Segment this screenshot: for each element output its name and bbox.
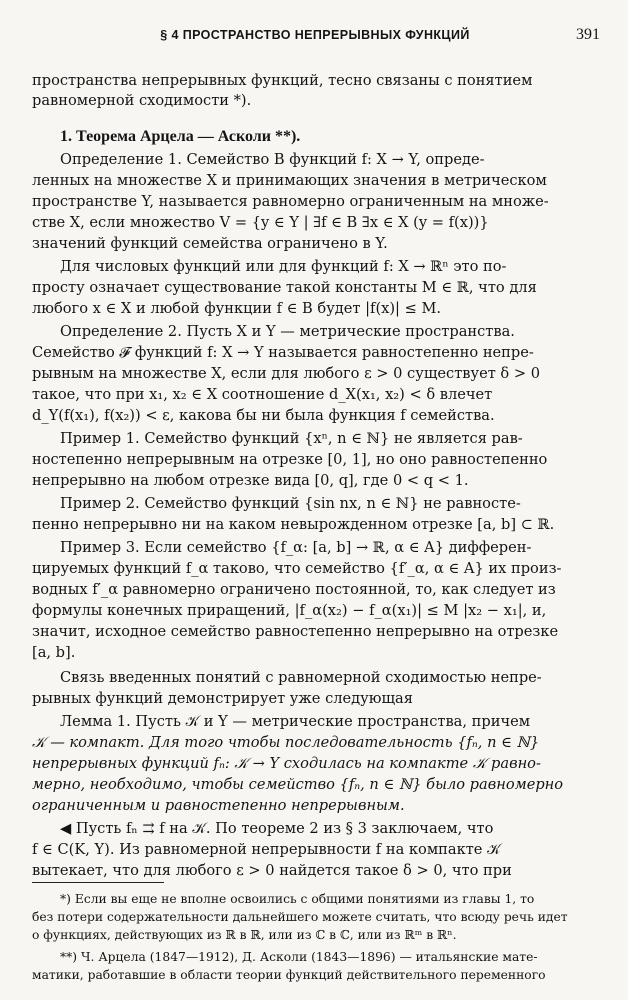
footnote: **) Ч. Арцела (1847—1912), Д. Асколи (1843—1896) — итальянские мате- — [60, 950, 538, 964]
text-line: d_Y(f(x₁), f(x₂)) < ε, какова бы ни была функция f семейства. — [32, 407, 495, 424]
text-line: цируемых функций f_α таково, что семейство {f′_α, α ∈ A} их произ- — [32, 560, 562, 577]
text-line: просту означает существование такой константы M ∈ ℝ, что для — [32, 279, 537, 296]
text-line: непрерывно на любом отрезке вида [0, q], где 0 < q < 1. — [32, 472, 469, 489]
footnote: о функциях, действующих из ℝ в ℝ, или из ℂ в ℂ, или из ℝᵐ в ℝⁿ. — [32, 928, 457, 942]
lemma-text-line: непрерывных функций fₙ: 𝒦 → Y сходилась на компакте 𝒦 равно- — [32, 755, 541, 772]
text-line: рывным на множестве X, если для любого ε > 0 существует δ > 0 — [32, 365, 541, 382]
example-2-line: Пример 2. Семейство функций {sin nx, n ∈ ℕ} не равносте- — [60, 495, 521, 512]
footnote: матики, работавшие в области теории функций действительного переменного — [32, 968, 546, 982]
text-line: значений функций семейства ограничено в Y. — [32, 235, 388, 252]
definition-2-line: Определение 2. Пусть X и Y — метрические пространства. — [60, 323, 515, 340]
text-line: любого x ∈ X и любой функции f ∈ B будет |f(x)| ≤ M. — [32, 300, 442, 317]
footnote: без потери содержательности дальнейшего можете считать, что всюду речь идет — [32, 910, 568, 924]
text-line: водных f′_α равномерно ограничено постоянной, то, как следует из — [32, 581, 556, 598]
footnote: *) Если вы еще не вполне освоились с общими понятиями из главы 1, то — [60, 892, 535, 906]
text-line: формулы конечных приращений, |f_α(x₂) − f_α(x₁)| ≤ M |x₂ − x₁|, и, — [32, 602, 547, 619]
running-title: § 4 ПРОСТРАНСТВО НЕПРЕРЫВНЫХ ФУНКЦИЙ — [160, 28, 470, 42]
lemma-text-line: 𝒦 — компакт. Для того чтобы последовательность {fₙ, n ∈ ℕ} — [32, 734, 540, 751]
lemma-1-line: Лемма 1. Пусть 𝒦 и Y — метрические пространства, причем — [60, 713, 531, 730]
text-line: Связь введенных понятий с равномерной сходимостью непре- — [60, 669, 542, 686]
lemma-text-line: мерно, необходимо, чтобы семейство {fₙ, n ∈ ℕ} было равномерно — [32, 776, 564, 793]
definition-1-line: Определение 1. Семейство B функций f: X → Y, опреде- — [60, 151, 485, 168]
text-line: Для числовых функций или для функций f: X → ℝⁿ это по- — [60, 258, 507, 275]
text-line: пространстве Y, называется равномерно ограниченным на множе- — [32, 193, 549, 210]
example-3-line: Пример 3. Если семейство {f_α: [a, b] → ℝ, α ∈ A} дифферен- — [60, 539, 532, 556]
text-line: такое, что при x₁, x₂ ∈ X соотношение d_X(x₁, x₂) < δ влечет — [32, 386, 493, 403]
text-line: ностепенно непрерывным на отрезке [0, 1], но оно равностепенно — [32, 451, 548, 468]
text-line: [a, b]. — [32, 644, 76, 661]
text-line: рывных функций демонстрирует уже следующая — [32, 690, 413, 707]
text-line: стве X, если множество V = {y ∈ Y | ∃f ∈ B ∃x ∈ X (y = f(x))} — [32, 214, 489, 231]
proof-start-line: ◀ Пусть fₙ ⇉ f на 𝒦. По теореме 2 из § 3 заключаем, что — [60, 820, 494, 837]
lemma-text-line: ограниченным и равностепенно непрерывным. — [32, 797, 405, 814]
footnote-rule — [32, 882, 164, 883]
text-line: пространства непрерывных функций, тесно связаны с понятием — [32, 72, 533, 89]
page-number: 391 — [576, 26, 600, 43]
text-line: равномерной сходимости *). — [32, 92, 252, 109]
text-line: пенно непрерывно ни на каком невырожденном отрезке [a, b] ⊂ ℝ. — [32, 516, 555, 533]
example-1-line: Пример 1. Семейство функций {xⁿ, n ∈ ℕ} не является рав- — [60, 430, 523, 447]
text-line: f ∈ C(K, Y). Из равномерной непрерывности f на компакте 𝒦 — [32, 841, 501, 858]
text-line: Семейство 𝓕 функций f: X → Y называется равностепенно непре- — [32, 344, 534, 361]
text-line: значит, исходное семейство равностепенно непрерывно на отрезке — [32, 623, 559, 640]
text-line: ленных на множестве X и принимающих значения в метрическом — [32, 172, 547, 189]
text-line: вытекает, что для любого ε > 0 найдется такое δ > 0, что при — [32, 862, 512, 879]
section-heading: 1. Теорема Арцела — Асколи **). — [60, 128, 301, 145]
